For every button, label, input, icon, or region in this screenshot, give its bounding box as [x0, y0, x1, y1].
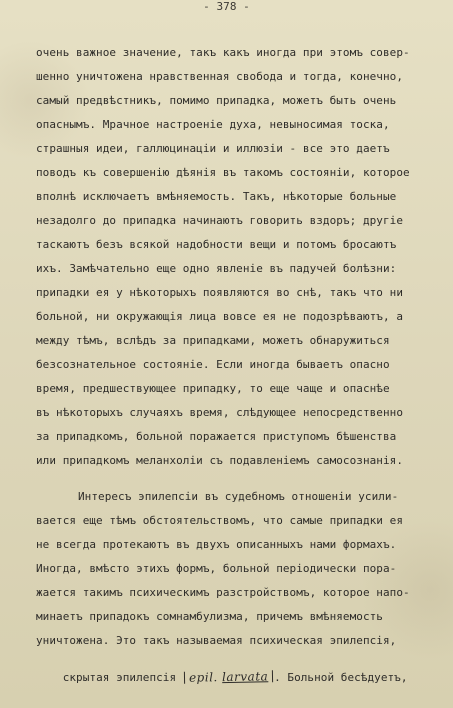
text-line: за припадкомъ, больной поражается приступомъ бѣшенства — [36, 430, 397, 443]
text-line: больной, ни окружающія лица вовсе ея не подозрѣваютъ, а — [36, 310, 403, 323]
text-line: поводъ къ совершенію дѣянія въ такомъ состояніи, которое — [36, 166, 410, 179]
paragraph-first-line: Интересъ эпилепсіи въ судебномъ отношеніи усили- — [78, 490, 399, 503]
text-line: таскаютъ безъ всякой надобности вещи и потомъ бросаютъ — [36, 238, 397, 251]
handwritten-word: larvata — [221, 669, 269, 685]
text-line: страшныя идеи, галлюцинаціи и иллюзіи - все это даетъ — [36, 142, 390, 155]
handwritten-annotation — [184, 670, 273, 684]
text-line: въ нѣкоторыхъ случаяхъ время, слѣдующее непосредственно — [36, 406, 403, 419]
text-line: вается еще тѣмъ обстоятельствомъ, что самые припадки ея — [36, 514, 403, 527]
text-line: или припадкомъ меланхоліи съ подавленіемъ самосознанія. — [36, 454, 403, 467]
text-line: очень важное значение, такъ какъ иногда при этомъ совер- — [36, 46, 410, 59]
text-line: припадки ея у нѣкоторыхъ появляются во снѣ, такъ что ни — [36, 286, 403, 299]
text-line: шенно уничтожена нравственная свобода и тогда, конечно, — [36, 70, 403, 83]
text-line: безсознательное состояніе. Если иногда бываетъ опасно — [36, 358, 390, 371]
text-line: опаснымъ. Мрачное настроеніе духа, невыносимая тоска, — [36, 118, 390, 131]
text-line: между тѣмъ, вслѣдъ за припадками, можетъ обнаружиться — [36, 334, 390, 347]
text-line: Иногда, вмѣсто этихъ формъ, больной періодически пора- — [36, 562, 397, 575]
last-line-after: . Больной бесѣдуетъ, — [274, 671, 408, 684]
handwritten-word: epil. — [188, 670, 218, 685]
text-line: ихъ. Замѣчательно еще одно явленіе въ падучей болѣзни: — [36, 262, 397, 275]
text-line: незадолго до припадка начинаютъ говорить вздоръ; другіе — [36, 214, 403, 227]
last-line-before: скрытая эпилепсія — [62, 671, 183, 684]
text-line: время, предшествующее припадку, то еще чаще и опаснѣе — [36, 382, 390, 395]
text-line: не всегда протекаютъ въ двухъ описанныхъ нами формахъ. — [36, 538, 397, 551]
text-line: уничтожена. Это такъ называемая психическая эпилепсія, — [36, 634, 397, 647]
text-line: жается такимъ психическимъ разстройствомъ, которое напо- — [36, 586, 410, 599]
text-line: вполнѣ исключаетъ вмѣняемость. Такъ, нѣкоторые больные — [36, 190, 397, 203]
page-number: - 378 - — [203, 0, 250, 13]
text-line-last — [36, 658, 408, 697]
text-line: самый предвѣстникъ, помимо припадка, можетъ быть очень — [36, 94, 397, 107]
text-line: минаетъ припадокъ сомнамбулизма, причемъ вмѣняемость — [36, 610, 383, 623]
